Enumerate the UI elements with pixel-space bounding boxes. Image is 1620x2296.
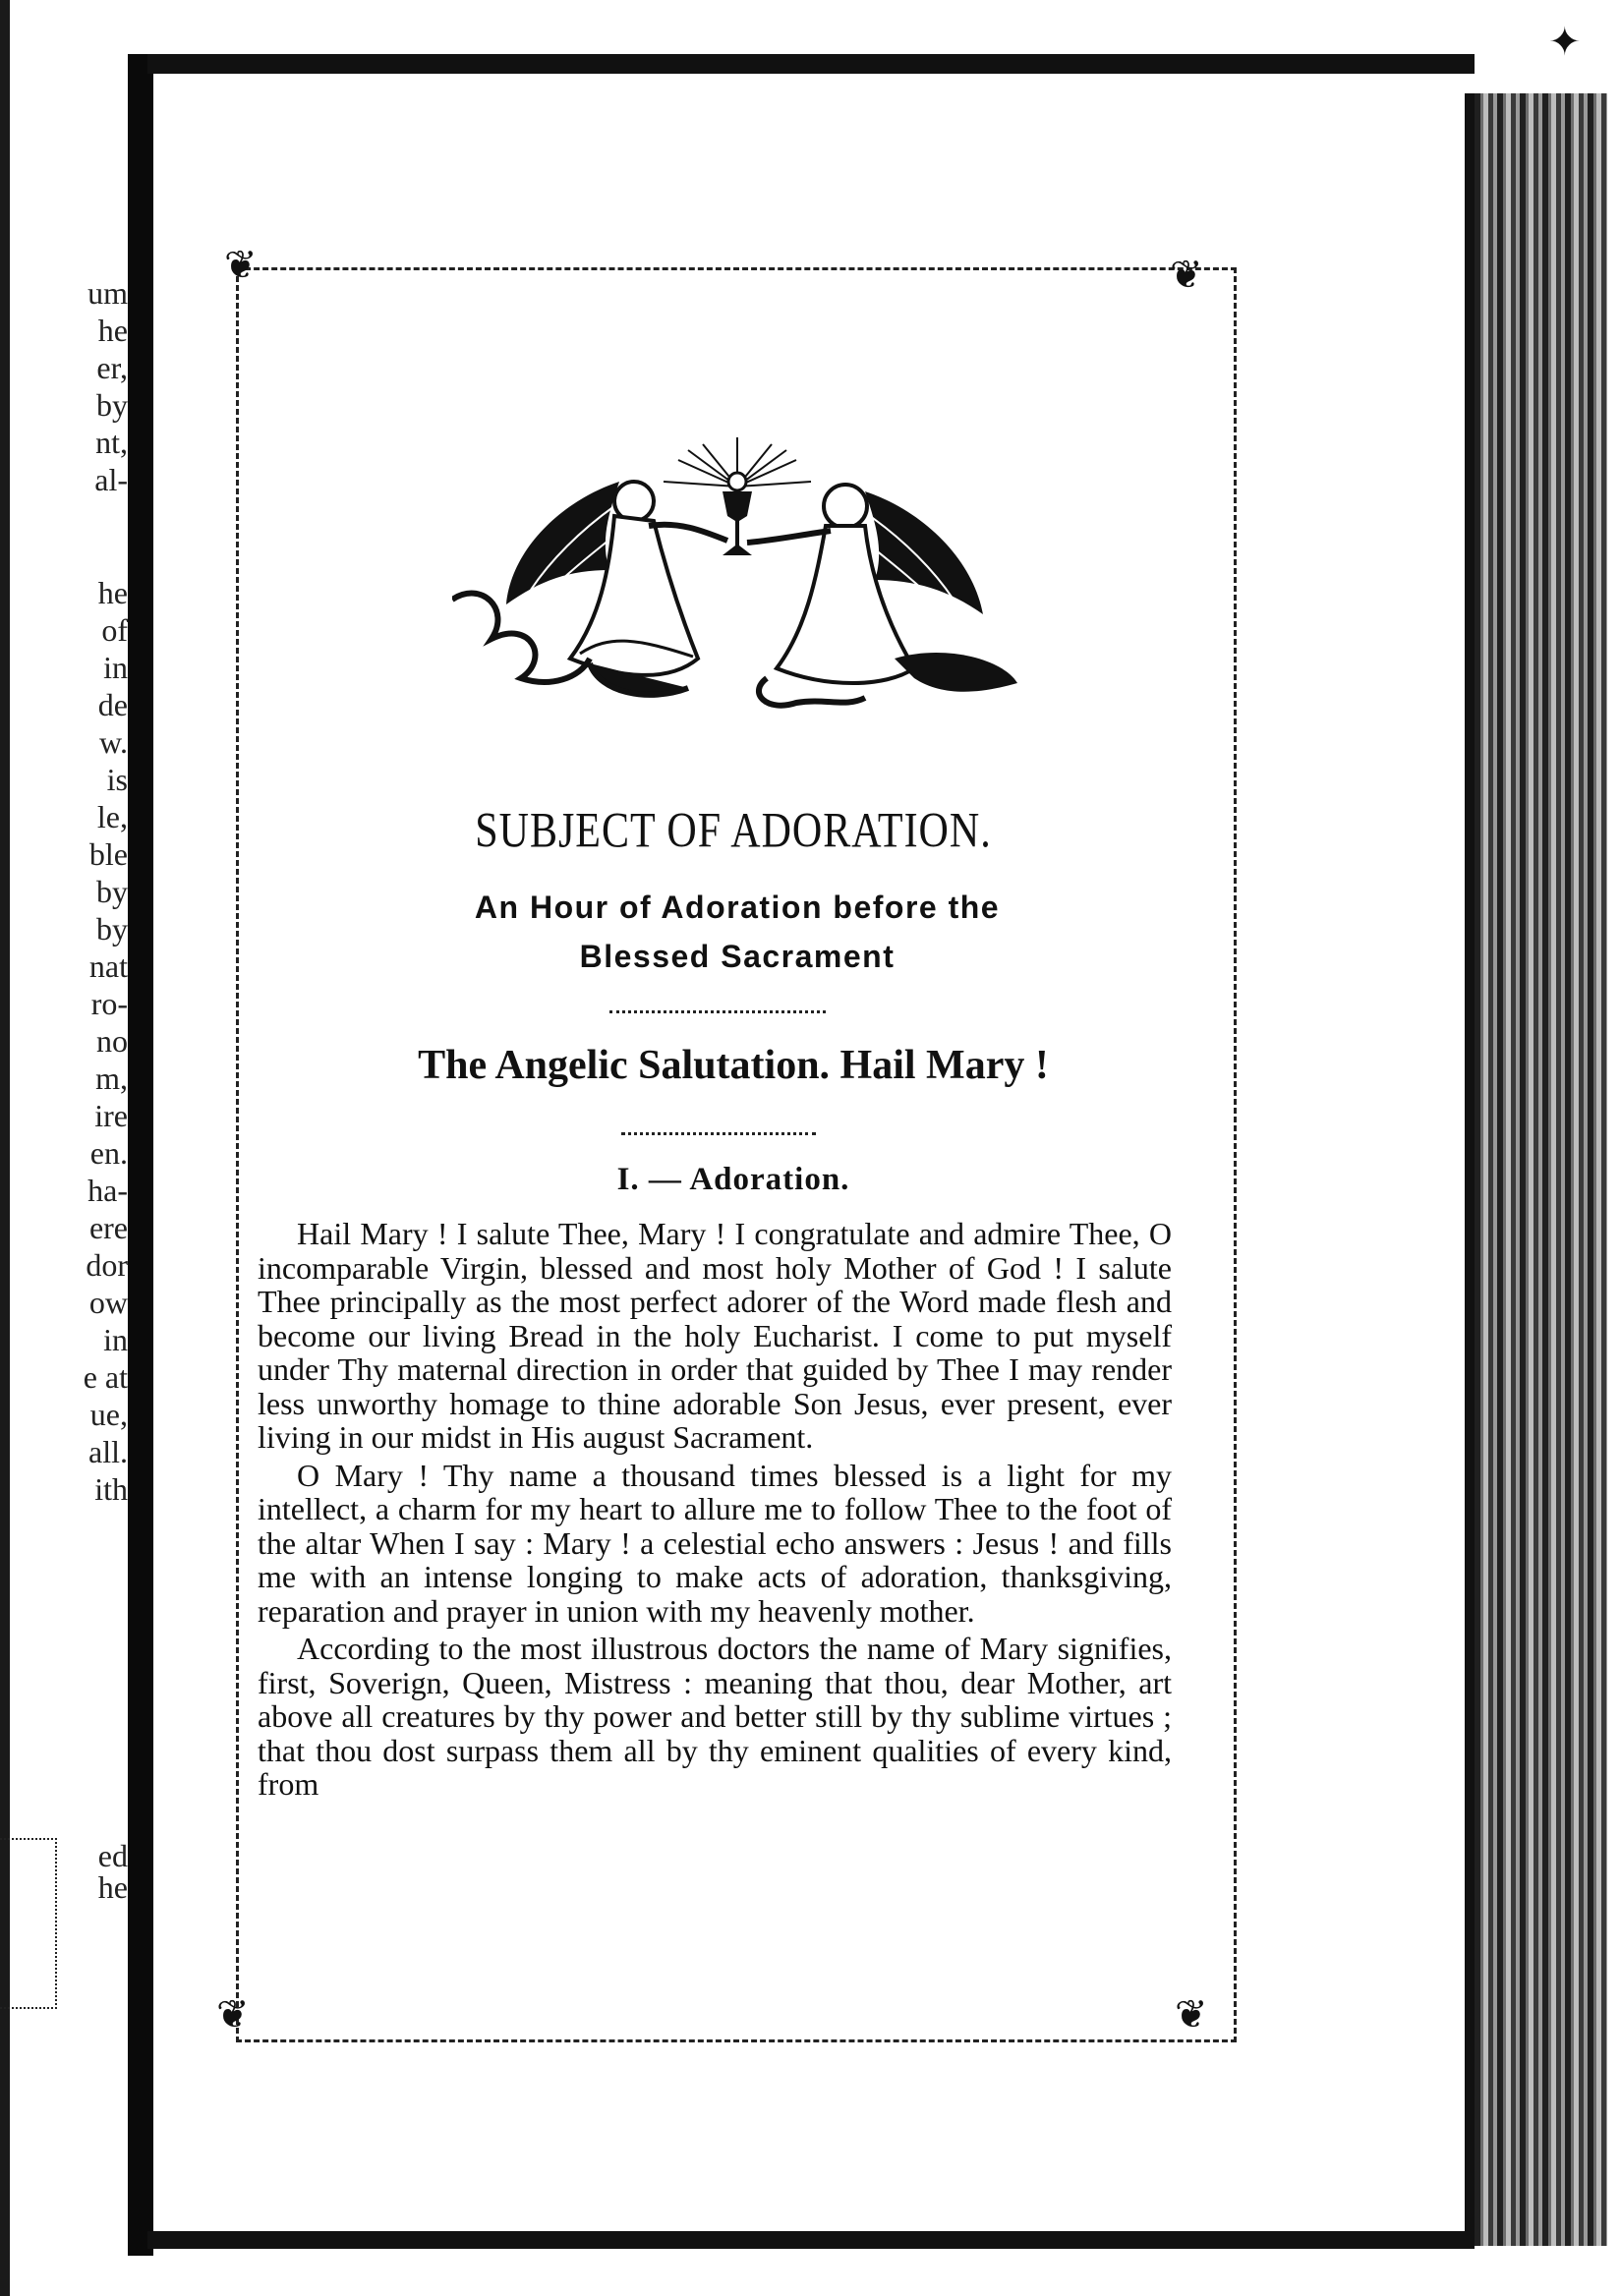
- left-page-word: dor: [86, 1247, 128, 1283]
- left-page-word: nat: [88, 948, 128, 984]
- left-page-word: in: [103, 1322, 128, 1357]
- paragraph: According to the most illustrous doctors the name of Mary signifies, first, Soverign, Queen, Mistress : meaning that thou, dear Mother, art above all creatures by thy power and better still by thy sublime virtues ; that thou dost surpass them all by thy eminent qualities of every kind, from: [258, 1631, 1172, 1802]
- left-page-word: ro-: [90, 986, 128, 1021]
- left-page-word: by: [96, 911, 128, 947]
- left-page-word: ire: [94, 1098, 128, 1133]
- left-page-word: er,: [96, 350, 128, 385]
- left-page-word: ere: [88, 1210, 128, 1245]
- left-page-word: ble: [88, 836, 128, 872]
- left-page-word: ha-: [87, 1173, 128, 1208]
- page-bottom-edge: [147, 2231, 1475, 2249]
- paragraph: O Mary ! Thy name a thousand times blessed is a light for my intellect, a charm for my heart to allure me to follow Thee to the foot of the altar When I say : Mary ! a celestial echo answers : Jesus ! and fills me with an intense longing to make acts of adoration, thanksgiving, reparation and prayer in union with my heavenly mother.: [258, 1457, 1172, 1629]
- scan-mark-icon: ✦: [1548, 20, 1582, 65]
- ornamental-divider: [621, 1132, 816, 1135]
- left-page-word: ow: [88, 1285, 128, 1320]
- left-page-word: all.: [88, 1434, 128, 1469]
- page-top-edge: [147, 54, 1475, 74]
- left-page-word: he: [97, 1869, 128, 1905]
- ornamental-divider: [609, 1010, 826, 1013]
- frame-corner-ornament-icon: ❦: [1170, 253, 1203, 298]
- book-spine: [128, 54, 153, 2256]
- frame-corner-ornament-icon: ❦: [1175, 1992, 1208, 2038]
- left-page-word: de: [97, 687, 128, 722]
- left-page-word: ith: [94, 1471, 128, 1507]
- paragraph: Hail Mary ! I salute Thee, Mary ! I congratulate and admire Thee, O incomparable Virgin, blessed and most holy Mother of God ! I salute Thee principally as the most perfect adorer of the Word made flesh and become our living Bread in the holy Eucharist. I come to put myself under Thy maternal direction in order that guided by Thee I may render less unworthy homage to thine adorable Son Jesus, ever present, ever living in our midst in His august Sacrament.: [258, 1216, 1172, 1455]
- subtitle-line: An Hour of Adoration before the: [474, 890, 1001, 925]
- page-title: SUBJECT OF ADORATION.: [475, 804, 992, 859]
- frame-corner-ornament-icon: ❦: [216, 1992, 250, 2038]
- section-heading: I. — Adoration.: [616, 1162, 850, 1197]
- left-page-word: e at: [83, 1359, 128, 1395]
- left-page-word: m,: [95, 1061, 128, 1096]
- left-page-word: of: [101, 612, 128, 648]
- left-page-word: nt,: [95, 425, 128, 460]
- left-page-word: le,: [96, 799, 128, 834]
- page-subtitle: [295, 883, 1180, 981]
- left-page-word: ue,: [89, 1397, 128, 1432]
- left-page-word: en.: [89, 1135, 128, 1171]
- left-page-word: al-: [94, 462, 128, 497]
- left-page-word: ed: [97, 1838, 128, 1873]
- left-page-word: he: [97, 313, 128, 348]
- left-page-word: um: [87, 275, 128, 311]
- frame-corner-ornament-icon: ❦: [224, 243, 258, 288]
- left-page-word: he: [97, 575, 128, 610]
- page-stack-edges: [1475, 93, 1607, 2246]
- subtitle-line: Blessed Sacrament: [579, 939, 896, 974]
- body-text: [258, 1217, 1172, 1806]
- left-page-word: by: [96, 387, 128, 423]
- left-page-word: is: [106, 762, 128, 797]
- left-page-ornament-box: [0, 1838, 57, 2009]
- angels-with-chalice-icon: [452, 432, 1022, 713]
- left-page-word: w.: [98, 724, 128, 760]
- left-page-word: in: [103, 650, 128, 685]
- left-page-word: no: [96, 1023, 128, 1059]
- left-page-word: by: [96, 874, 128, 909]
- salutation-heading: The Angelic Salutation. Hail Mary !: [418, 1043, 1049, 1088]
